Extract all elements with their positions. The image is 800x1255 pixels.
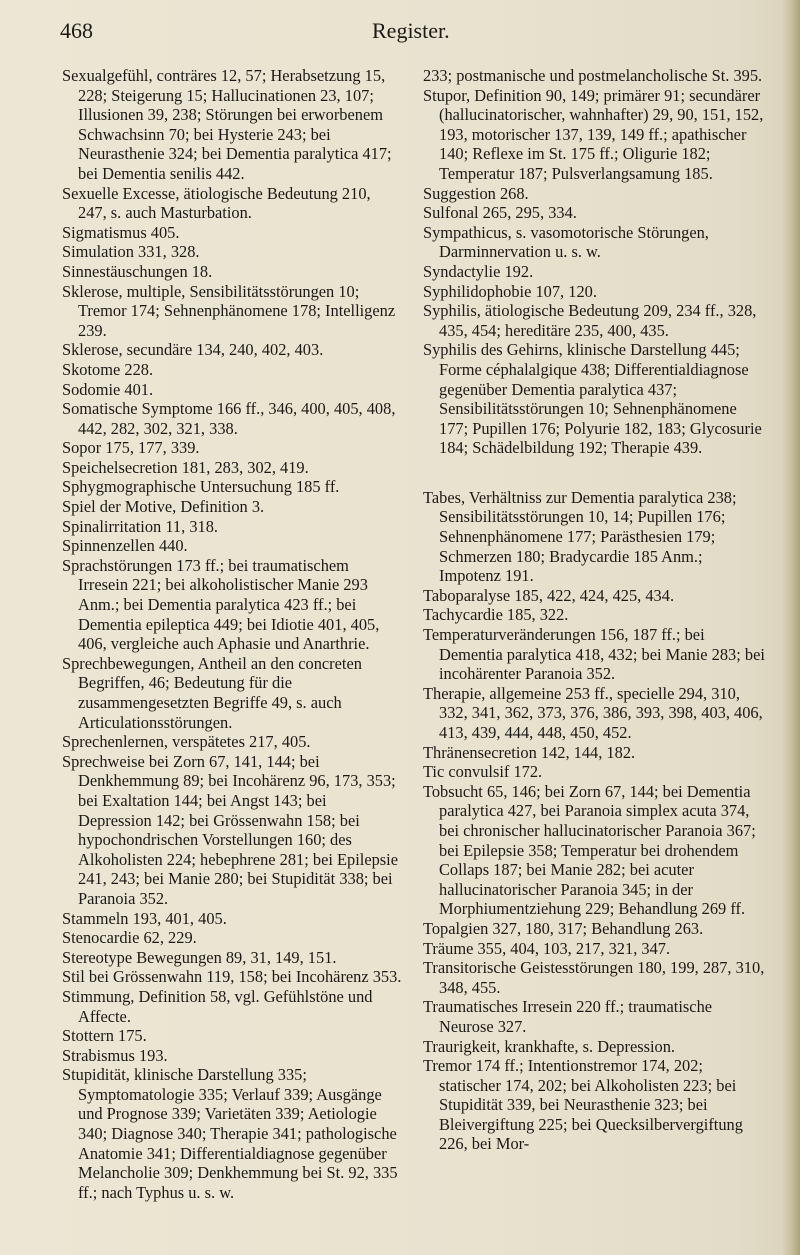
index-entry: Tremor 174 ff.; Intentionstremor 174, 202; statischer 174, 202; bei Alkoholisten 223; bei Stupidität 339, bei Neurasthenie 323; bei Bleivergiftung 225; bei Quecksilbervergiftung 226, bei Mor- bbox=[423, 1056, 743, 1154]
index-entry: Spinnenzellen 440. bbox=[62, 536, 188, 556]
index-entry: Sopor 175, 177, 339. bbox=[62, 438, 200, 458]
index-entry: Sigmatismus 405. bbox=[62, 222, 180, 242]
index-entry: Skotome 228. bbox=[62, 359, 154, 379]
index-entry: Strabismus 193. bbox=[62, 1045, 168, 1065]
index-entry: Stil bei Grössenwahn 119, 158; bei Incohärenz 353. bbox=[62, 967, 402, 987]
index-entry: Spinalirritation 11, 318. bbox=[62, 516, 218, 536]
index-entry: Sprechweise bei Zorn 67, 141, 144; bei Denkhemmung 89; bei Incohärenz 96, 173, 353; bei Exaltation 144; bei Angst 143; bei Depression 142; bei Grössenwahn 158; bei hypochondrischen Vorstellungen 160; des Alkoholisten 224; hebephrene 281; bei Epilepsie 241, 243; bei Manie 280; bei Stupidität 338; bei Paranoia 352. bbox=[62, 751, 399, 908]
index-entry: Sprachstörungen 173 ff.; bei traumatischem Irresein 221; bei alkoholistischer Manie 293 Anm.; bei Dementia paralytica 423 ff.; bei Dementia epileptica 449; bei Idiotie 401, 405, 406, vergleiche auch Aphasie und Anarthrie. bbox=[62, 555, 380, 654]
index-entry: Traurigkeit, krankhafte, s. Depression. bbox=[423, 1036, 676, 1056]
index-entry: Sulfonal 265, 295, 334. bbox=[423, 203, 577, 223]
page-edge-shadow bbox=[782, 0, 800, 1255]
index-entry: Somatische Symptome 166 ff., 346, 400, 405, 408, 442, 282, 302, 321, 338. bbox=[62, 399, 396, 438]
index-entry: Spiel der Motive, Definition 3. bbox=[62, 497, 265, 517]
index-entry: Stammeln 193, 401, 405. bbox=[62, 908, 227, 928]
left-column bbox=[62, 66, 402, 1202]
index-entry: Syphilis, ätiologische Bedeutung 209, 234 ff., 328, 435, 454; hereditäre 235, 400, 435. bbox=[423, 301, 757, 340]
index-entry: Stenocardie 62, 229. bbox=[62, 928, 197, 948]
index-entry: Sprechbewegungen, Antheil an den concreten Begriffen, 46; Bedeutung für die zusammengesetzten Begriffe 49, s. auch Articulationsstörungen. bbox=[62, 653, 362, 732]
index-entry: Sodomie 401. bbox=[62, 379, 154, 399]
index-entry: Stottern 175. bbox=[62, 1026, 147, 1046]
index-entry: Sympathicus, s. vasomotorische Störungen, Darminnervation u. s. w. bbox=[423, 222, 709, 262]
index-entry: Sexualgefühl, conträres 12, 57; Herabsetzung 15, 228; Steigerung 15; Hallucinationen 23, 107; Illusionen 39, 238; Störungen bei erworbenem Schwachsinn 70; bei Hysterie 243; bei Neurasthenie 324; bei Dementia paralytica 417; bei Dementia senilis 442. bbox=[62, 66, 392, 183]
index-entry: Syndactylie 192. bbox=[423, 261, 534, 281]
index-entry: Taboparalyse 185, 422, 424, 425, 434. bbox=[423, 585, 675, 605]
index-entry: Temperaturveränderungen 156, 187 ff.; bei Dementia paralytica 418, 432; bei Manie 283; bei incohärenter Paranoia 352. bbox=[423, 625, 765, 684]
index-entry: Träume 355, 404, 103, 217, 321, 347. bbox=[423, 938, 671, 958]
index-entry: Tachycardie 185, 322. bbox=[423, 605, 569, 625]
section-gap bbox=[423, 458, 768, 488]
index-entry: Therapie, allgemeine 253 ff., specielle 294, 310, 332, 341, 362, 373, 376, 386, 393, 398, 403, 406, 413, 439, 444, 448, 450, 452. bbox=[423, 683, 763, 742]
index-entry: Simulation 331, 328. bbox=[62, 242, 200, 262]
index-entry: Thränensecretion 142, 144, 182. bbox=[423, 742, 636, 762]
index-entry: Tic convulsif 172. bbox=[423, 762, 543, 782]
index-entry: Suggestion 268. bbox=[423, 183, 529, 203]
index-entry: Stereotype Bewegungen 89, 31, 149, 151. bbox=[62, 947, 337, 967]
index-entry: 233; postmanische und postmelancholische St. 395. bbox=[423, 66, 763, 85]
index-entry: Sexuelle Excesse, ätiologische Bedeutung 210, 247, s. auch Masturbation. bbox=[62, 183, 371, 223]
index-entry: Transitorische Geistesstörungen 180, 199, 287, 310, 348, 455. bbox=[423, 958, 765, 997]
page-header bbox=[60, 18, 760, 48]
index-entry: Sphygmographische Untersuchung 185 ff. bbox=[62, 477, 340, 497]
index-entry: Stimmung, Definition 58, vgl. Gefühlstöne und Affecte. bbox=[62, 986, 373, 1026]
running-head: Register. bbox=[372, 18, 450, 43]
index-entry: Speichelsecretion 181, 283, 302, 419. bbox=[62, 457, 309, 477]
index-entry: Syphilidophobie 107, 120. bbox=[423, 281, 597, 301]
right-column bbox=[423, 66, 768, 1154]
index-entry: Topalgien 327, 180, 317; Behandlung 263. bbox=[423, 918, 704, 938]
index-entry: Tabes, Verhältniss zur Dementia paralytica 238; Sensibilitätsstörungen 10, 14; Pupillen 176; Sehnenphänomene 177; Parästhesien 179; Schmerzen 180; Bradycardie 185 Anm.; Impotenz 191. bbox=[423, 487, 737, 586]
index-entry: Traumatisches Irresein 220 ff.; traumatische Neurose 327. bbox=[423, 997, 713, 1036]
index-entry: Sklerose, multiple, Sensibilitätsstörungen 10; Tremor 174; Sehnenphänomene 178; Intelligenz 239. bbox=[62, 281, 396, 340]
index-entry: Sklerose, secundäre 134, 240, 402, 403. bbox=[62, 340, 324, 360]
index-entry: Sinnestäuschungen 18. bbox=[62, 261, 213, 281]
index-entry: Sprechenlernen, verspätetes 217, 405. bbox=[62, 732, 311, 752]
index-entry: Tobsucht 65, 146; bei Zorn 67, 144; bei Dementia paralytica 427, bei Paranoia simplex acuta 374, bei chronischer hallucinatorischer Paranoia 367; bei Epilepsie 358; Temperatur bei drohendem Collaps 187; bei Manie 282; bei acuter hallucinatorischer Paranoia 345; in der Morphiumentziehung 229; Behandlung 269 ff. bbox=[423, 781, 756, 919]
index-entry: Syphilis des Gehirns, klinische Darstellung 445; Forme céphalalgique 438; Differentialdiagnose gegenüber Dementia paralytica 437; Sensibilitätsstörungen 10; Sehnenphänomene 177; Pupillen 176; Polyurie 182, 183; Glycosurie 184; Schädelbildung 192; Therapie 439. bbox=[423, 340, 762, 458]
page-number: 468 bbox=[60, 18, 93, 43]
index-entry: Stupidität, klinische Darstellung 335; Symptomatologie 335; Verlauf 339; Ausgänge und Prognose 339; Varietäten 339; Aetiologie 340; Diagnose 340; Therapie 341; pathologische Anatomie 341; Differentialdiagnose gegenüber Melancholie 309; Denkhemmung bei St. 92, 335 ff.; nach Typhus u. s. w. bbox=[62, 1065, 398, 1202]
index-entry: Stupor, Definition 90, 149; primärer 91; secundärer (hallucinatorischer, wahnhafter) 29, 90, 151, 152, 193, motorischer 137, 139, 149 ff.; apathischer 140; Reflexe im St. 175 ff.; Oligurie 182; Temperatur 187; Pulsverlangsamung 185. bbox=[423, 85, 764, 183]
